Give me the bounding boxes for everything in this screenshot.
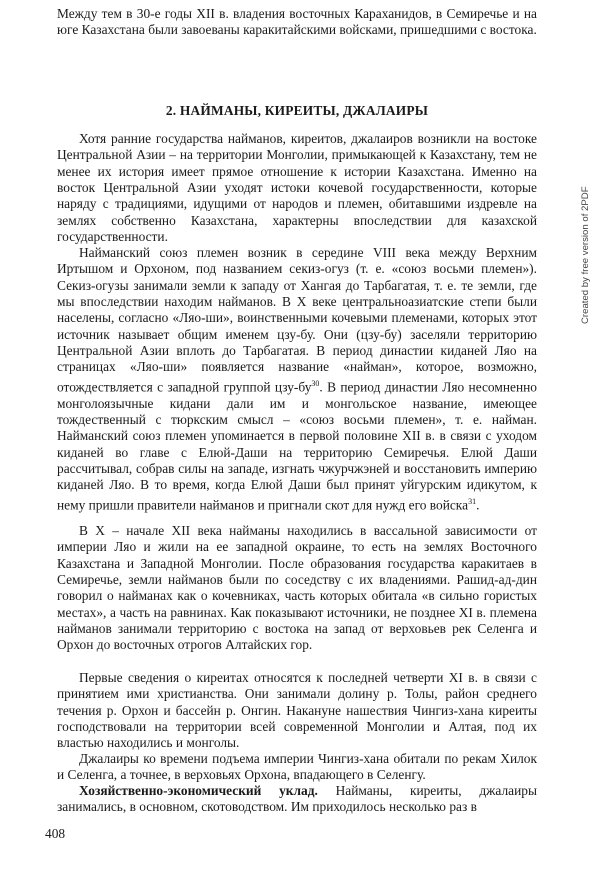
paragraph-3: В X – начале XII века найманы находились в вассальной зависимости от империи Ляо и жили на ее западной окраине, то есть на землях Восточного Казахстана и Западной Монголии. После образования государства каракитаев в Семиречье, земли найманов были по соседству с их владениями. Рашид-ад-дин говорил о найманах как о кочевниках, часть которых обитала «в сильно гористых местах», а часть на равнинах. Как показывают источники, не позднее XI в. племена найманов занимали территорию с востока на запад от верховьев рек Селенга и Орхон до восточных отрогов Алтайских гор. (57, 523, 537, 653)
paragraph-5: Джалаиры ко времени подъема империи Чингиз-хана обитали по рекам Хилок и Селенга, а точнее, в верховьях Орхона, впадающего в Селенгу. (57, 751, 537, 783)
footnote-ref-30: 30 (311, 378, 320, 388)
paragraph-1: Хотя ранние государства найманов, киреитов, джалаиров возникли на востоке Центральной Азии – на территории Монголии, примыкающей к Казахстану, тем не менее их история имеет прямое отношение к истории Казахстана. Именно на восток Центральной Азии уходят истоки кочевой государственности, которые наряду с традициями, идущими от народов и племен, обитавшими издревле на землях собственно Казахстана, характерны впоследствии для казахской государственности. (57, 131, 537, 245)
section-heading: 2. НАЙМАНЫ, КИРЕИТЫ, ДЖАЛАИРЫ (165, 103, 429, 118)
paragraph-6-text: Найманы, киреиты, джалаиры занимались, в основном, скотоводством. Им приходилось несколько раз в (57, 783, 537, 815)
paragraph-2-text: Найманский союз племен возник в середине VIII века между Верхним Иртышом и Орхоном, под названием секиз-огуз (т. е. «союз восьми племен»). Секиз-огузы занимали земли к западу от Хангая до Тарбагатая, т. е. те земли, где мы впоследствии находим найманов. В X веке центральноазиатские степи были населены, согласно «Ляо-ши», воинственными кочевыми племенами, которых этот источник называет общим именем цзу-бу. Они (цзу-бу) заселяли территорию Центральной Азии вплоть до Тарбагатая. В период династии киданей Ляо на страницах «Ляо-ши» появляется название «найман», которое, возможно, отождествляется с западной группой цзу-бу (57, 245, 537, 395)
page-number: 408 (45, 826, 66, 841)
paragraph-6 (57, 783, 537, 816)
intro-paragraph: Между тем в 30-е годы XII в. владения восточных Караханидов, в Семиречье и на юге Казахстана были завоеваны каракитайскими войсками, пришедшими с востока. (57, 6, 537, 38)
paragraph-4: Первые сведения о киреитах относятся к последней четверти XI в. в связи с принятием ими христианства. Они занимали долину р. Толы, район среднего течения р. Орхон и бассейн р. Онгин. Накануне нашествия Чингиз-хана киреиты господствовали на территории всей современной Монголии и Алтая, под их властью находились и монголы. (57, 670, 537, 751)
paragraph-2-end: . (476, 497, 480, 513)
subsection-heading: Хозяйственно-экономический уклад. (79, 783, 318, 798)
paragraph-2 (57, 245, 537, 513)
paragraph-2-continuation: . В период династии Ляо несомненно монголоязычные кидани дали им и монгольское название, имеющее тождественный с тюркским смысл – «союз восьми племен», т. е. найман. Найманский союз племен упоминается в первой половине XII в. в связи с уходом киданей во главе с Елюй-Даши на территорию Семиречья. Елюй Даши рассчитывал, собрав силы на западе, изгнать чжурчжэней и восстановить империю киданей Ляо. В то время, когда Елюй Даши был принят уйгурским идикутом, к нему пришли правители найманов и пригнали скот для нужд его войска (57, 379, 537, 513)
footnote-ref-31: 31 (468, 496, 477, 506)
watermark-note: Created by free version of 2PDF (580, 186, 591, 324)
